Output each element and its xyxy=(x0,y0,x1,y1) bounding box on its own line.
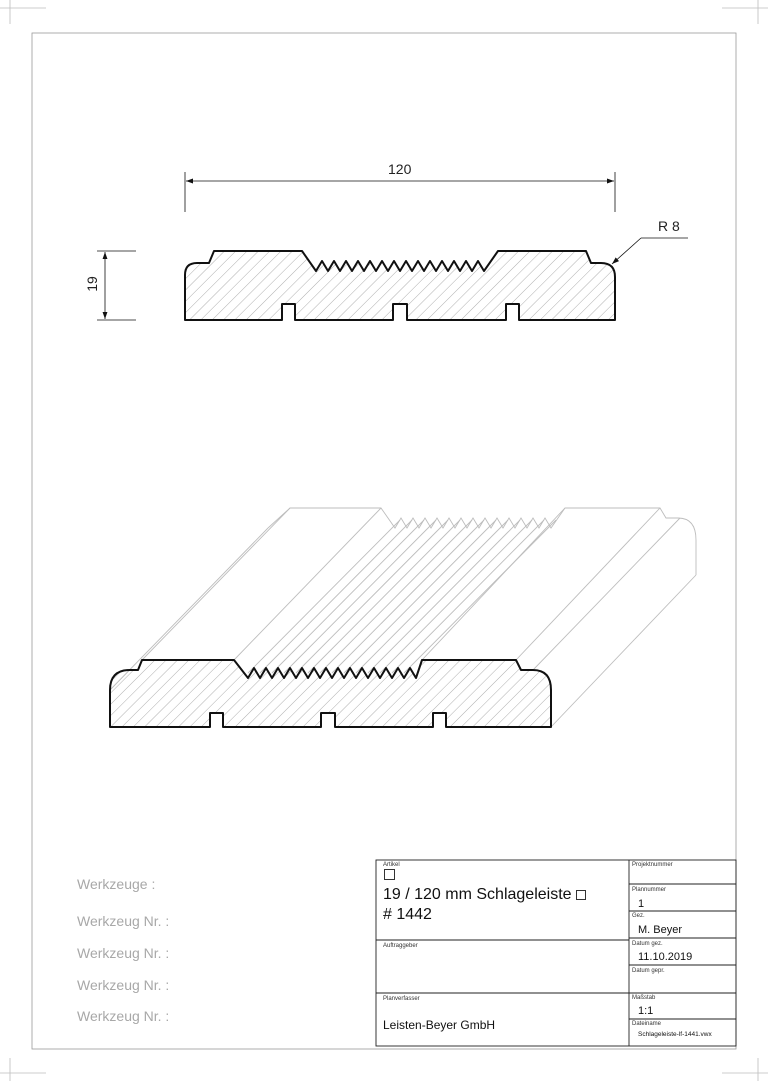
tool-row-4: Werkzeug Nr. : xyxy=(77,1008,170,1024)
planverfasser-label: Planverfasser xyxy=(383,996,420,1002)
checkbox-icon xyxy=(384,869,395,880)
dimension-height xyxy=(97,251,136,320)
gez-value: M. Beyer xyxy=(638,924,683,936)
back-edge xyxy=(268,508,696,575)
tool-row-2: Werkzeug Nr. : xyxy=(77,945,170,961)
datum-gepr-label: Datum gepr. xyxy=(632,968,665,974)
checkbox-icon xyxy=(576,890,586,900)
auftraggeber-label: Auftraggeber xyxy=(383,943,418,949)
article-number: # 1442 xyxy=(383,906,432,923)
artikel-label: Artikel xyxy=(383,862,400,868)
dimension-height-label: 19 xyxy=(83,276,100,292)
plannummer-value: 1 xyxy=(638,898,645,910)
radius-label: R 8 xyxy=(658,218,680,234)
projektnummer-label: Projektnummer xyxy=(632,862,673,868)
massstab-label: Maßstab xyxy=(632,995,656,1001)
datum-gez-value: 11.10.2019 xyxy=(638,951,693,963)
dimension-width-label: 120 xyxy=(388,161,412,177)
front-profile xyxy=(110,660,551,727)
profile-cross-section xyxy=(185,251,615,320)
planverfasser-value: Leisten-Beyer GmbH xyxy=(383,1018,496,1032)
article-title xyxy=(383,885,586,905)
isometric-view xyxy=(110,508,696,727)
dateiname-label: Dateiname xyxy=(632,1021,662,1027)
dimension-width xyxy=(185,172,615,212)
article-title-line1: 19 / 120 mm Schlageleiste xyxy=(383,886,572,903)
plannummer-label: Plannummer xyxy=(632,887,667,893)
tool-row-1: Werkzeug Nr. : xyxy=(77,913,170,929)
dateiname-value: Schlageleiste-lf-1441.vwx xyxy=(638,1031,712,1038)
tools-heading: Werkzeuge : xyxy=(77,876,156,892)
radius-leader xyxy=(612,238,688,264)
profile-outline xyxy=(185,251,615,320)
tool-row-3: Werkzeug Nr. : xyxy=(77,977,170,993)
gez-label: Gez. xyxy=(632,913,645,919)
massstab-value: 1:1 xyxy=(638,1005,654,1017)
datum-gez-label: Datum gez. xyxy=(632,941,663,947)
